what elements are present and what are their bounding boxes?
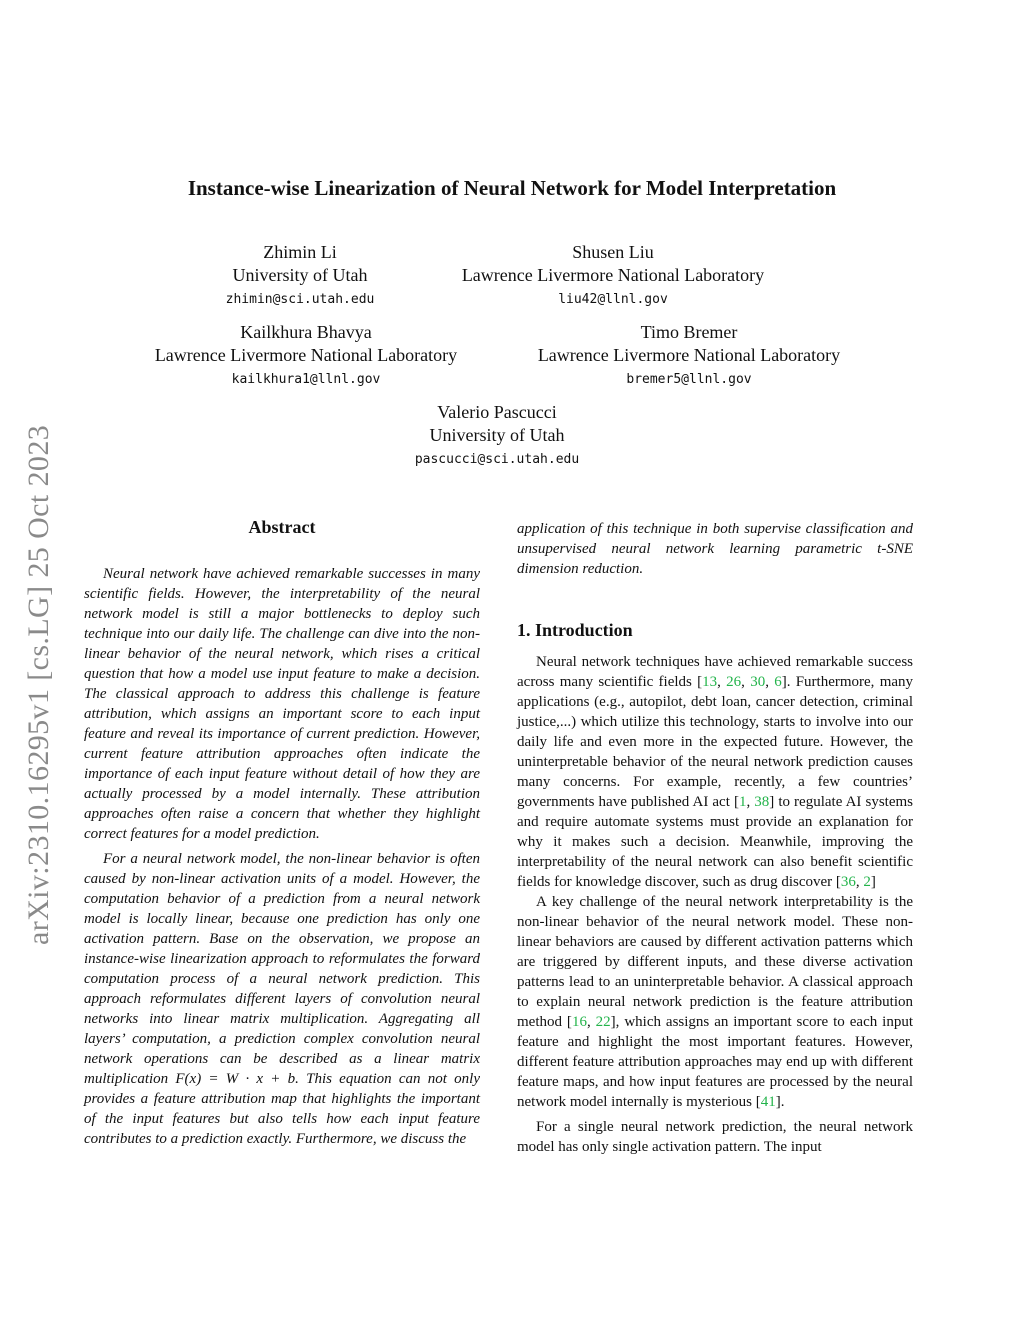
author-email[interactable]: kailkhura1@llnl.gov xyxy=(231,372,381,387)
citation-link[interactable]: 1 xyxy=(738,794,747,810)
arxiv-identifier: arXiv:2310.16295v1 [cs.LG] 25 Oct 2023 xyxy=(22,424,55,945)
intro-paragraph: Neural network techniques have achieved remarkable success across many scientific fields [13, 26, 30, 6]. Furthermore, many applications (e.g., autopilot, debt loan, cancer detection, criminal justice,...) which utilize this technology, starts to involve into our daily life and even more in the expected future. However, the uninterpretable behavior of the neural network prediction causes many concerns. For example, recently, a few countries’ governments have published AI act [1, 38] to regulate AI systems and require automate systems must provide an explanation for why it makes such a decision. Meanwhile, improving the interpretability of the neural network can also benefit scientific fields for knowledge discover, such as drug discover [36, 2] xyxy=(517,654,914,890)
citation-link[interactable]: 13 xyxy=(702,674,718,690)
author-name: Zhimin Li xyxy=(263,242,337,262)
abstract-heading: Abstract xyxy=(248,517,316,537)
citation-link[interactable]: 38 xyxy=(754,794,770,810)
citation-link[interactable]: 16 xyxy=(571,1014,587,1030)
right-column xyxy=(517,519,913,1157)
citation-link[interactable]: 41 xyxy=(760,1094,776,1110)
citation-link[interactable]: 22 xyxy=(595,1014,611,1030)
author-block xyxy=(287,401,707,470)
author-affiliation: Lawrence Livermore National Laboratory xyxy=(461,265,765,285)
intro-paragraph: For a single neural network prediction, the neural network model has only single activation pattern. The input xyxy=(517,1119,913,1155)
citation-link[interactable]: 26 xyxy=(726,674,742,690)
author-email[interactable]: zhimin@sci.utah.edu xyxy=(225,292,375,307)
intro-paragraph: A key challenge of the neural network interpretability is the non-linear behavior of the neural network model. These non-linear behaviors are caused by different activation patterns which are triggered by different inputs, and these diverse activation patterns lead to an uninterpretable behavior. A classical approach to explain neural network prediction is the feature attribution method [16, 22], which assigns an important score to each input feature and highlight the most important features. However, different feature attribution approaches may end up with different feature maps, and how input features are processed by the neural network model internally is mysterious [41]. xyxy=(517,894,913,1110)
author-block xyxy=(403,241,823,310)
author-name: Shusen Liu xyxy=(572,242,654,262)
author-name: Kailkhura Bhavya xyxy=(240,322,372,342)
paper-title: Instance-wise Linearization of Neural Network for Model Interpretation xyxy=(187,176,837,200)
author-block xyxy=(96,321,516,390)
introduction-heading: 1. Introduction xyxy=(517,620,633,640)
author-email[interactable]: liu42@llnl.gov xyxy=(558,292,668,307)
abstract-paragraph: application of this technique in both supervise classification and unsupervised neural network learning parametric t-SNE dimension reduction. xyxy=(517,521,913,577)
citation-link[interactable]: 2 xyxy=(863,874,871,890)
author-affiliation: Lawrence Livermore National Laboratory xyxy=(537,345,841,365)
abstract-paragraph: For a neural network model, the non-linear behavior is often caused by non-linear activation units of a model. However, the computation behavior of a prediction from a neural network model is locally linear, because one prediction has only one activation pattern. Base on the observation, we propose an instance-wise linearization approach to reformulates the forward computation process of a neural network prediction. This approach reformulates different layers of convolution neural networks into linear matrix multiplication. Aggregating all layers’ computation, a prediction complex convolution neural network operations can be described as a linear matrix multiplication F(x) = W · x + b. This equation can not only provides a feature attribution map that highlights the important of the input features but also tells how each input feature contributes to a prediction exactly. Furthermore, we discuss the xyxy=(84,851,480,1147)
author-email[interactable]: bremer5@llnl.gov xyxy=(626,372,752,387)
author-affiliation: Lawrence Livermore National Laboratory xyxy=(154,345,458,365)
author-name: Valerio Pascucci xyxy=(437,402,557,422)
citation-link[interactable]: 30 xyxy=(750,674,766,690)
author-name: Timo Bremer xyxy=(640,322,738,342)
citation-link[interactable]: 36 xyxy=(840,874,856,890)
author-block xyxy=(479,321,899,390)
abstract-paragraph: Neural network have achieved remarkable successes in many scientific fields. However, the interpretability of the neural network model is still a major bottlenecks to deploy such technique into our daily life. The challenge can dive into the non-linear behavior of the neural network, which rises a critical question that how a model use input feature to make a decision. The classical approach to address this challenge is feature attribution, which assigns an important score to each input feature and reveal its importance of current prediction. However, current feature attribution approaches often indicate the importance of each input feature without detail of how they are actually processed by a model internally. These attribution approaches often raise a concern that whether they highlight correct features for a model prediction. xyxy=(84,566,480,842)
left-column xyxy=(84,515,480,1149)
author-email[interactable]: pascucci@sci.utah.edu xyxy=(414,452,580,467)
author-affiliation: University of Utah xyxy=(232,265,368,285)
citation-link[interactable]: 6 xyxy=(774,674,782,690)
author-affiliation: University of Utah xyxy=(429,425,565,445)
